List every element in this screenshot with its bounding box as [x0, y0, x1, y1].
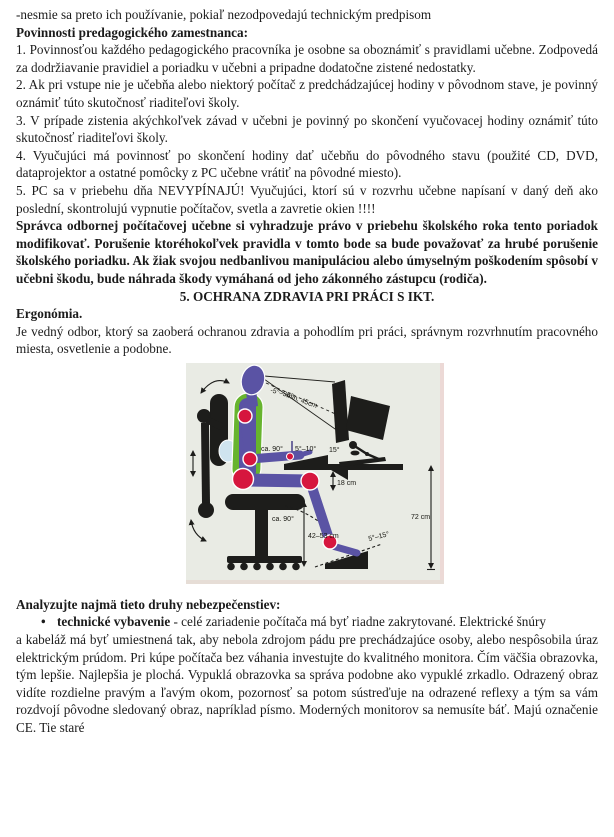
- elbow-joint: [243, 452, 257, 466]
- analyze-heading: Analyzujte najmä tieto druhy nebezpečenstiev:: [16, 596, 281, 612]
- duties-heading: Povinnosti predagogického zamestnanca:: [16, 24, 249, 40]
- caster: [227, 563, 235, 571]
- mouse: [351, 450, 360, 455]
- bullet-bold-lead: technické vybavenie: [57, 614, 171, 630]
- caster: [266, 563, 274, 571]
- section-heading: 5. OCHRANA ZDRAVIA PRI PRÁCI S IKT.: [179, 288, 435, 304]
- shoulder-joint: [238, 409, 252, 423]
- elbow-angle-label: ca. 90°: [261, 445, 283, 453]
- view-angle-label: -5°–35°: [269, 387, 294, 401]
- chair-seat: [225, 494, 305, 510]
- caster: [240, 563, 248, 571]
- duty-item-4: 4. Vyučujúci má povinnosť po skončení hodiny dať učebňu do pôvodného stavu (použité CD, DVD, dataprojektor a ostatné pomôcky z PC učebne vrátiť na pôvodné miesto).: [16, 147, 598, 181]
- seat-height-label: 42–53 cm: [308, 532, 339, 540]
- ergonomics-text: Je vedný odbor, ktorý sa zaoberá ochranou zdravia a pohodlím pri práci, správnym rozvrhnutím pracovného miesta, osvetlenie a podobne.: [16, 323, 598, 357]
- caster: [253, 563, 261, 571]
- duty-item-2: 2. Ak pri vstupe nie je učebňa alebo niektorý počítač z predchádzajúcej hodiny v pôvodnom stave, je povinný oznámiť túto skutočnosť riaditeľovi školy.: [16, 77, 598, 110]
- keyboard-angle-label: 15°: [329, 446, 340, 454]
- ergonomics-image: [186, 363, 444, 584]
- wrist-joint: [287, 453, 294, 460]
- desk-height-label: 72 cm: [411, 513, 431, 521]
- chair-base: [227, 556, 302, 563]
- caster: [292, 563, 300, 571]
- hip-joint: [233, 468, 254, 489]
- armrest-lower-knob: [198, 502, 214, 518]
- view-distance-label: min. 45cm: [285, 392, 319, 410]
- footrest-angle-label: 5°–15°: [367, 530, 391, 543]
- desk-clearance-label: 18 cm: [337, 479, 357, 487]
- knee-angle-label: ca. 90°: [272, 515, 294, 523]
- knee-joint: [301, 472, 319, 490]
- wrist-angle-label: 5°–10°: [295, 445, 317, 453]
- closing-paragraph: a kabeláž má byť umiestnená tak, aby nebola zdrojom pádu pre prechádzajúce osoby, alebo nespôsobila úraz elektrickým prúdom. Pri kúpe počítača bez váhania investujte do kvalitného monitora. Čím väčšia obrazovka, tým lepšie. Najlepšia je plochá. Vypuklá obrazovka sa správa podobne ako vypuklé zrkadlo. Odrazený obraz vidíte rozdielne pravým a ľavým okom, pozornosť sa potom sústreďuje na odrazené reflexy a tým sa vám rozdvojí pôvodne sledovaný obraz, napríklad písmo. Moderných monitorov sa nemusíte báť. Majú označenie CE. Tie staré: [16, 632, 598, 736]
- scan-edge-right: [440, 363, 444, 584]
- caster: [279, 563, 287, 571]
- bullet-rest: - celé zariadenie počítača má byť riadne zakrytované. Elektrické šnúry: [170, 614, 546, 630]
- bullet-marker: •: [41, 614, 46, 630]
- ergonomics-heading: Ergonómia.: [16, 306, 83, 322]
- admin-paragraph: Správca odbornej počítačovej učebne si vyhradzuje právo v priebehu školského roka tento poriadok modifikovať. Porušenie ktoréhokoľvek pravidla v tomto bode sa bude považovať za hrubé porušenie školského poriadku. Ak žiak svojou nedbanlivou manipuláciou alebo úmyselným poškodením spôsobí v učebni škodu, bude náhrada škody vymáhaná od jeho zákonného zástupcu (rodiča).: [16, 218, 598, 286]
- duty-item-1: 1. Povinnosťou každého pedagogického pracovníka je osobne sa oboznámiť s pravidlami učebne. Zodpovedá za dodržiavanie pravidiel a poriadku v učebni a pripadne dodatočne zistené nedostatky.: [16, 42, 598, 75]
- duty-item-5: 5. PC sa v priebehu dňa NEVYPÍNAJÚ! Vyučujúci, ktorí sú v rozvrhu učebne napísaní v daný deň ako poslední, skontrolujú vypnutie počítačov, svetla a zavretie okien !!!!: [16, 182, 598, 216]
- scan-edge-bottom: [186, 580, 444, 584]
- ergonomics-diagram: [186, 363, 444, 584]
- intro-line: -nesmie sa preto ich používanie, pokiaľ nezodpovedajú technickým predpisom: [16, 7, 432, 22]
- monitor-arm-joint: [365, 452, 369, 456]
- hazard-bullet-item: [16, 613, 598, 631]
- armrest-bar: [205, 423, 206, 503]
- duty-item-3: 3. V prípade zistenia akýchkoľvek závad v učebni je povinný po skončení vyučovacej hodiny oznámiť túto skutočnosť riaditeľovi školy.: [16, 112, 598, 146]
- chair-column: [255, 510, 268, 556]
